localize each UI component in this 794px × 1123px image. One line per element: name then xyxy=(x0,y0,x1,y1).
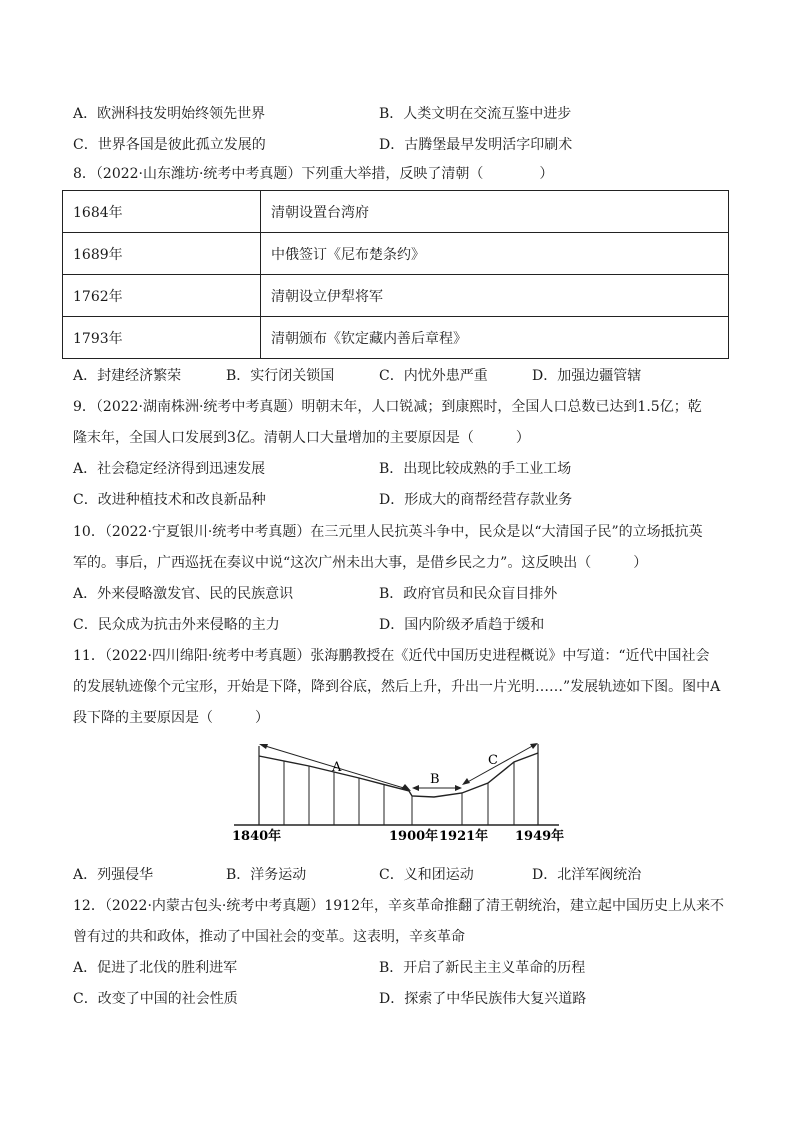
q7-option-d: D．古腾堡最早发明活字印刷术 xyxy=(379,137,573,153)
arrowhead xyxy=(259,744,268,749)
q12-option-a: A．促进了北伐的胜利进军 xyxy=(73,960,238,976)
table-cell-event: 清朝设置台湾府 xyxy=(261,191,729,233)
q10-option-a: A．外来侵略激发官、民的民族意识 xyxy=(73,586,294,602)
ingot-trend-figure xyxy=(224,736,566,846)
q9-stem-line2: 隆末年，全国人口发展到3亿。清朝人口大量增加的主要原因是（ ） xyxy=(73,430,530,446)
q11-option-a: A．列强侵华 xyxy=(73,867,154,883)
table-row xyxy=(63,275,729,317)
q10-option-b: B．政府官员和民众盲目排外 xyxy=(379,586,558,602)
year-label: 1949年 xyxy=(515,829,565,844)
q7-option-a: A．欧洲科技发明始终领先世界 xyxy=(73,106,266,122)
q12-stem-line2: 曾有过的共和政体，推动了中国社会的变革。这表明，辛亥革命 xyxy=(73,929,465,945)
q9-option-c: C．改进种植技术和改良新品种 xyxy=(73,492,266,508)
q7-option-b: B．人类文明在交流互鉴中进步 xyxy=(379,106,572,122)
q8-option-d: D．加强边疆管辖 xyxy=(532,368,642,384)
q11-option-d: D．北洋军阀统治 xyxy=(532,867,642,883)
segment-label: C xyxy=(488,753,498,768)
q12-stem-line1: 12．（2022·内蒙古包头·统考中考真题）1912年，辛亥革命推翻了清王朝统治，建立起中国历史上从来不 xyxy=(73,898,724,914)
arrowhead xyxy=(455,785,462,791)
arrowhead xyxy=(530,743,538,749)
q8-stem: 8．（2022·山东潍坊·统考中考真题）下列重大举措，反映了清朝（ ） xyxy=(73,166,554,182)
segment-label: A xyxy=(332,760,342,775)
q11-option-b: B．洋务运动 xyxy=(226,867,307,883)
q12-option-d: D．探索了中华民族伟大复兴道路 xyxy=(379,991,587,1007)
q8-option-b: B．实行闭关锁国 xyxy=(226,368,335,384)
q10-option-d: D．国内阶级矛盾趋于缓和 xyxy=(379,617,545,633)
q10-stem-line1: 10．（2022·宁夏银川·统考中考真题）在三元里人民抗英斗争中，民众是以“大清国子民”的立场抵抗英 xyxy=(73,524,703,540)
q11-stem-line3: 段下降的主要原因是（ ） xyxy=(73,710,269,726)
table-cell-year: 1762年 xyxy=(63,275,261,317)
q9-option-b: B．出现比较成熟的手工业工场 xyxy=(379,461,572,477)
q11-stem-line2: 的发展轨迹像个元宝形，开始是下降，降到谷底，然后上升，升出一片光明……”发展轨迹如下图。图中A xyxy=(73,679,721,695)
table-row xyxy=(63,317,729,359)
q9-option-a: A．社会稳定经济得到迅速发展 xyxy=(73,461,266,477)
segment-label: B xyxy=(430,772,440,787)
q9-stem-line1: 9．（2022·湖南株洲·统考中考真题）明朝末年，人口锐减；到康熙时，全国人口总数已达到1.5亿；乾 xyxy=(73,399,702,415)
table-cell-year: 1793年 xyxy=(63,317,261,359)
q10-stem-line2: 军的。事后，广西巡抚在奏议中说“这次广州未出大事，是借乡民之力”。这反映出（ ） xyxy=(73,555,648,571)
q8-option-a: A．封建经济繁荣 xyxy=(73,368,182,384)
table-cell-event: 清朝颁布《钦定藏内善后章程》 xyxy=(261,317,729,359)
q11-option-c: C．义和团运动 xyxy=(379,867,474,883)
q8-table xyxy=(62,190,729,359)
q12-option-c: C．改变了中国的社会性质 xyxy=(73,991,238,1007)
q11-stem-line1: 11．（2022·四川绵阳·统考中考真题）张海鹏教授在《近代中国历史进程概说》中写道：“近代中国社会 xyxy=(73,648,710,664)
table-row xyxy=(63,191,729,233)
table-cell-event: 中俄签订《尼布楚条约》 xyxy=(261,233,729,275)
table-cell-year: 1689年 xyxy=(63,233,261,275)
table-cell-year: 1684年 xyxy=(63,191,261,233)
segment-c-arrow xyxy=(464,744,536,784)
year-label: 1921年 xyxy=(439,829,489,844)
q8-option-c: C．内忧外患严重 xyxy=(379,368,488,384)
arrowhead xyxy=(462,778,470,785)
q9-option-d: D．形成大的商帮经营存款业务 xyxy=(379,492,573,508)
arrowhead xyxy=(412,785,419,791)
table-cell-event: 清朝设立伊犁将军 xyxy=(261,275,729,317)
table-row xyxy=(63,233,729,275)
year-label: 1840年 xyxy=(232,829,282,844)
q12-option-b: B．开启了新民主主义革命的历程 xyxy=(379,960,586,976)
q7-option-c: C．世界各国是彼此孤立发展的 xyxy=(73,137,266,153)
year-label: 1900年 xyxy=(389,829,439,844)
q10-option-c: C．民众成为抗击外来侵略的主力 xyxy=(73,617,280,633)
